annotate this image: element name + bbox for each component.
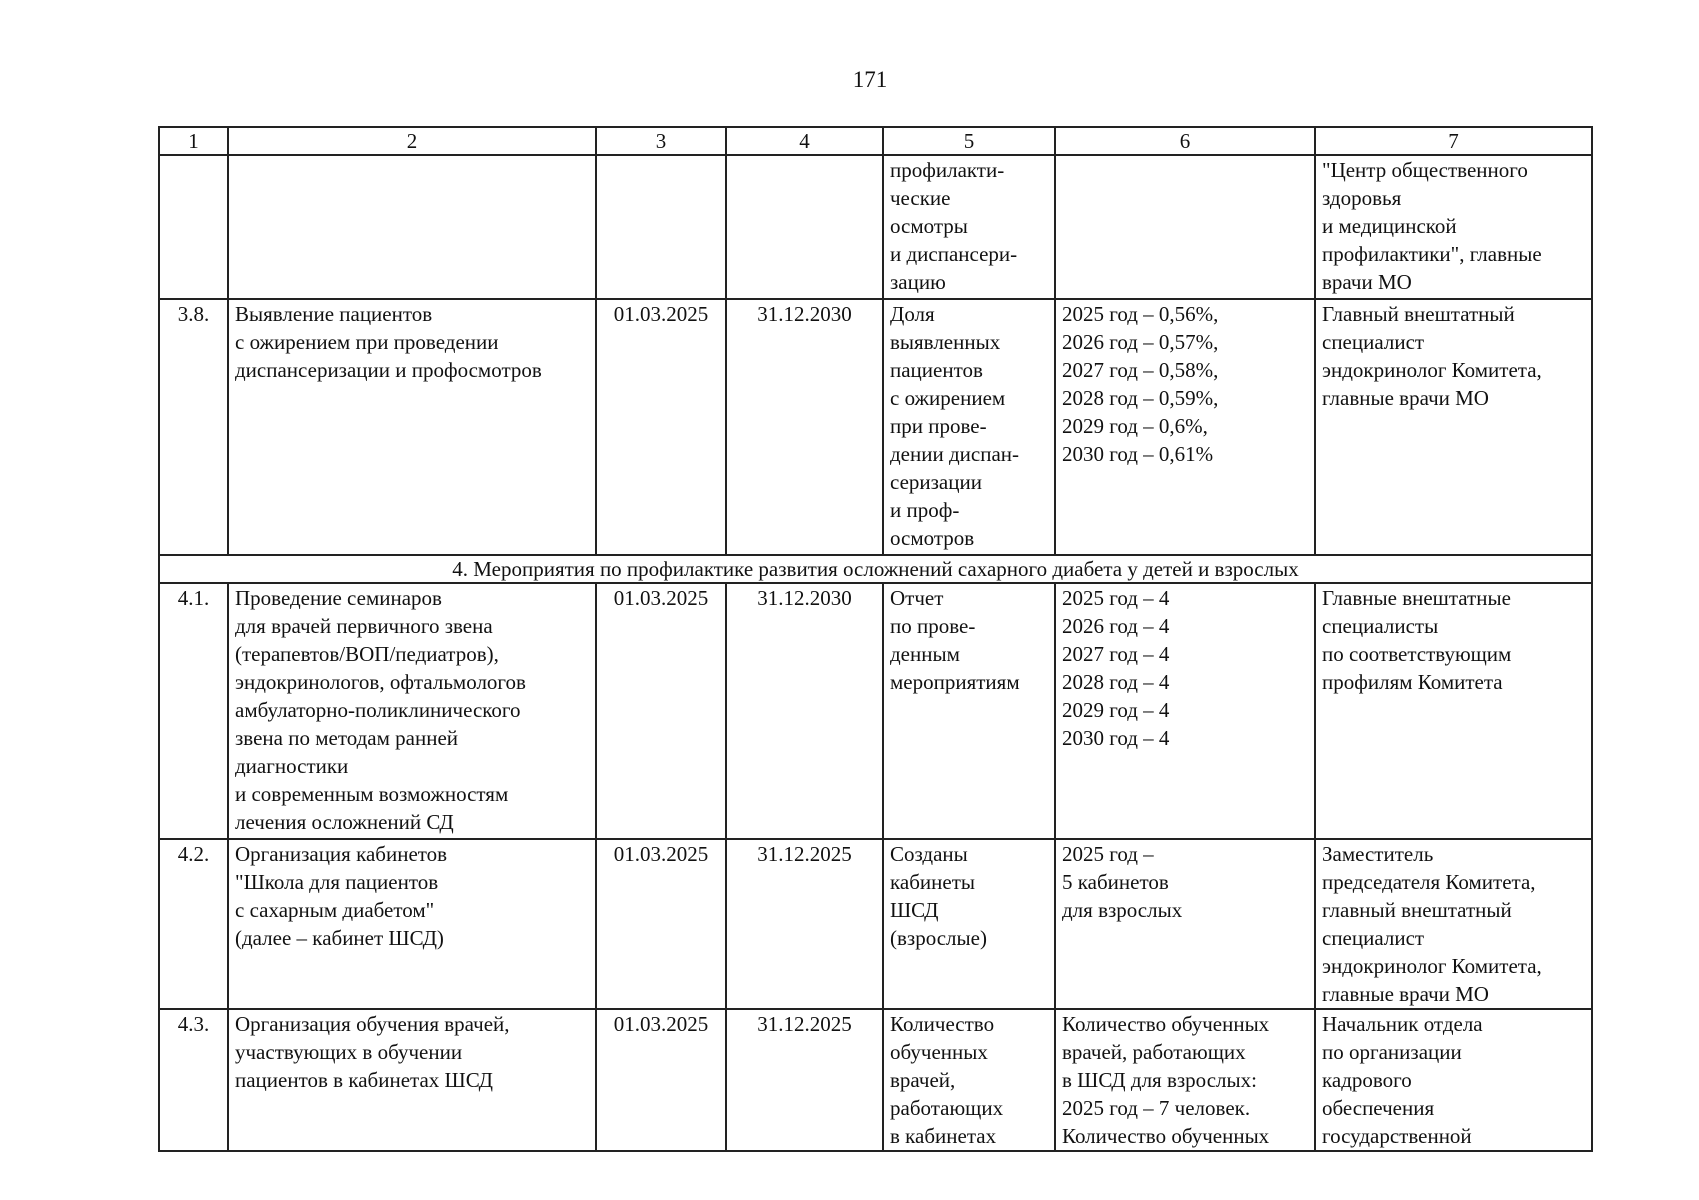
start-date-cell: 01.03.2025 xyxy=(596,839,726,1009)
start-date-cell xyxy=(596,155,726,299)
event-cell: Организация обучения врачей, участвующих в обучении пациентов в кабинетах ШСД xyxy=(228,1009,596,1151)
responsible-cell: "Центр общественного здоровья и медицинской профилактики", главные врачи МО xyxy=(1315,155,1592,299)
values-cell xyxy=(1055,155,1315,299)
page-number: 171 xyxy=(852,67,888,92)
column-header: 5 xyxy=(883,127,1055,155)
row-number: 4.2. xyxy=(159,839,228,1009)
start-date-cell: 01.03.2025 xyxy=(596,299,726,555)
column-header: 3 xyxy=(596,127,726,155)
end-date-cell: 31.12.2030 xyxy=(726,583,883,839)
end-date-cell xyxy=(726,155,883,299)
table-row xyxy=(159,155,1592,299)
start-date-cell: 01.03.2025 xyxy=(596,583,726,839)
values-cell: Количество обученных врачей, работающих в ШСД для взрослых: 2025 год – 7 человек. Количество обученных xyxy=(1055,1009,1315,1151)
indicator-cell: профилакти- ческие осмотры и диспансери- зацию xyxy=(883,155,1055,299)
section-title: 4. Мероприятия по профилактике развития осложнений сахарного диабета у детей и взрослых xyxy=(159,555,1592,583)
start-date-cell: 01.03.2025 xyxy=(596,1009,726,1151)
indicator-cell: Доля выявленных пациентов с ожирением при прове- дении диспан- серизации и проф- осмотров xyxy=(883,299,1055,555)
table-row xyxy=(159,1009,1592,1151)
column-header: 6 xyxy=(1055,127,1315,155)
column-header: 7 xyxy=(1315,127,1592,155)
values-cell: 2025 год – 4 2026 год – 4 2027 год – 4 2028 год – 4 2029 год – 4 2030 год – 4 xyxy=(1055,583,1315,839)
table-row xyxy=(159,583,1592,839)
end-date-cell: 31.12.2030 xyxy=(726,299,883,555)
event-cell: Выявление пациентов с ожирением при проведении диспансеризации и профосмотров xyxy=(228,299,596,555)
event-cell: Проведение семинаров для врачей первичного звена (терапевтов/ВОП/педиатров), эндокринологов, офтальмологов амбулаторно-поликлинического звена по методам ранней диагностики и современным возможностям лечения осложнений СД xyxy=(228,583,596,839)
table-row xyxy=(159,839,1592,1009)
column-header: 1 xyxy=(159,127,228,155)
column-header: 4 xyxy=(726,127,883,155)
end-date-cell: 31.12.2025 xyxy=(726,1009,883,1151)
section-row xyxy=(159,555,1592,583)
responsible-cell: Заместитель председателя Комитета, главный внештатный специалист эндокринолог Комитета, главные врачи МО xyxy=(1315,839,1592,1009)
responsible-cell: Начальник отдела по организации кадрового обеспечения государственной xyxy=(1315,1009,1592,1151)
table-row xyxy=(159,299,1592,555)
measures-table xyxy=(158,126,1593,1152)
row-number: 4.3. xyxy=(159,1009,228,1151)
indicator-cell: Количество обученных врачей, работающих в кабинетах xyxy=(883,1009,1055,1151)
event-cell: Организация кабинетов "Школа для пациентов с сахарным диабетом" (далее – кабинет ШСД) xyxy=(228,839,596,1009)
indicator-cell: Созданы кабинеты ШСД (взрослые) xyxy=(883,839,1055,1009)
end-date-cell: 31.12.2025 xyxy=(726,839,883,1009)
row-number: 4.1. xyxy=(159,583,228,839)
column-number-row xyxy=(159,127,1592,155)
column-header: 2 xyxy=(228,127,596,155)
indicator-cell: Отчет по прове- денным мероприятиям xyxy=(883,583,1055,839)
values-cell: 2025 год – 0,56%, 2026 год – 0,57%, 2027 год – 0,58%, 2028 год – 0,59%, 2029 год – 0,6%, 2030 год – 0,61% xyxy=(1055,299,1315,555)
values-cell: 2025 год – 5 кабинетов для взрослых xyxy=(1055,839,1315,1009)
responsible-cell: Главные внештатные специалисты по соответствующим профилям Комитета xyxy=(1315,583,1592,839)
responsible-cell: Главный внештатный специалист эндокринолог Комитета, главные врачи МО xyxy=(1315,299,1592,555)
row-number: 3.8. xyxy=(159,299,228,555)
row-number xyxy=(159,155,228,299)
event-cell xyxy=(228,155,596,299)
